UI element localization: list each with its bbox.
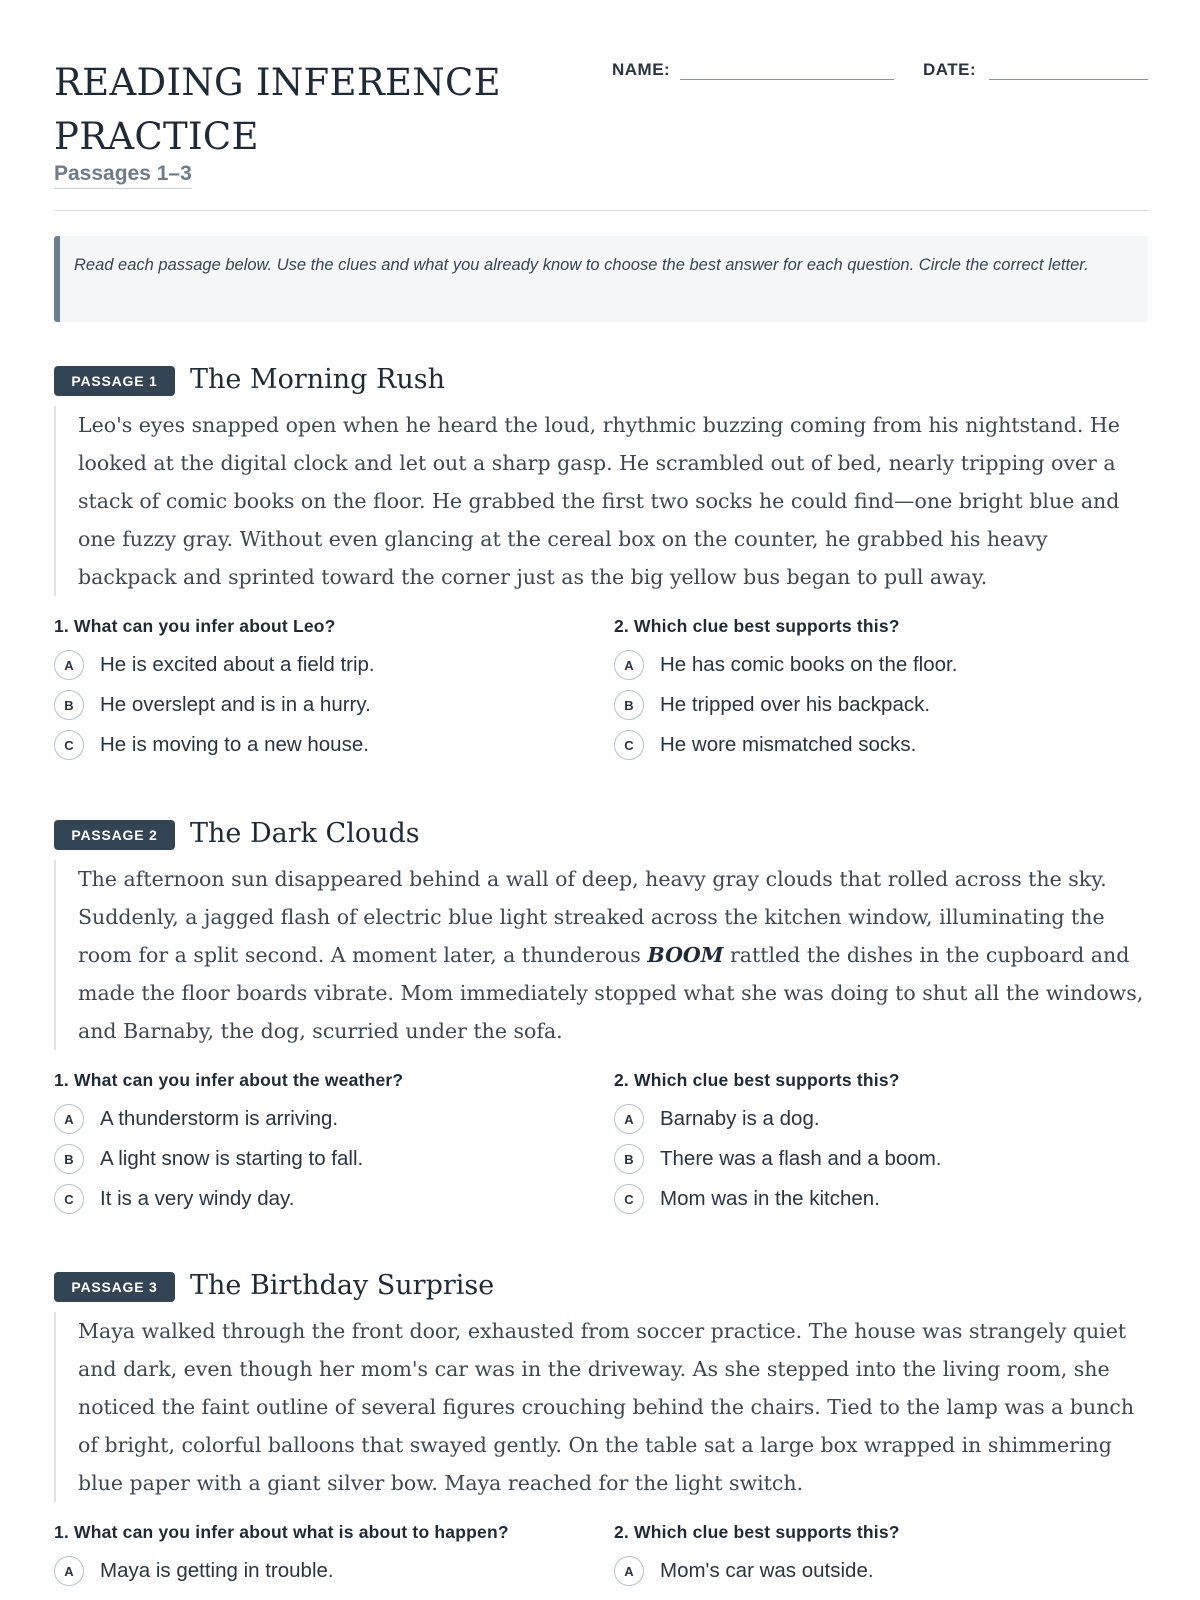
instructions-box: Read each passage below. Use the clues and what you already know to choose the best answer for each question. Circle the correct letter. bbox=[54, 236, 1148, 322]
option-letter[interactable]: B bbox=[54, 1144, 84, 1174]
option-letter[interactable]: A bbox=[54, 650, 84, 680]
question-label: 2. Which clue best supports this? bbox=[614, 1522, 900, 1542]
option-text: He is excited about a field trip. bbox=[100, 653, 375, 676]
option-text: Maya is getting in trouble. bbox=[100, 1559, 334, 1582]
passage-text-part: rattled the dishes in the cupboard and made the floor boards vibrate. Mom immediately stopped what she was doing to shut all the windows, and Barnaby, the dog, scurried under the sofa. bbox=[78, 943, 1144, 1043]
option-letter[interactable]: A bbox=[614, 1104, 644, 1134]
page-subtitle: Passages 1–3 bbox=[54, 162, 192, 189]
option-text: Mom's car was outside. bbox=[660, 1559, 874, 1582]
option-text: It is a very windy day. bbox=[100, 1187, 295, 1210]
question-label: 2. Which clue best supports this? bbox=[614, 1070, 900, 1090]
name-label: NAME: bbox=[612, 60, 671, 79]
answer-option[interactable] bbox=[54, 1104, 594, 1136]
option-letter[interactable]: B bbox=[614, 1144, 644, 1174]
passage-header bbox=[54, 366, 1148, 398]
name-line[interactable] bbox=[680, 79, 894, 80]
passage-badge: PASSAGE 3 bbox=[54, 1272, 175, 1302]
option-letter[interactable]: B bbox=[614, 690, 644, 720]
worksheet-header bbox=[54, 52, 1148, 211]
answer-option[interactable] bbox=[54, 650, 594, 682]
answer-option[interactable] bbox=[614, 1556, 1154, 1588]
option-letter[interactable]: A bbox=[614, 650, 644, 680]
option-text: He overslept and is in a hurry. bbox=[100, 693, 371, 716]
option-text: He has comic books on the floor. bbox=[660, 653, 958, 676]
answer-option[interactable] bbox=[614, 690, 1154, 722]
answer-option[interactable] bbox=[614, 730, 1154, 762]
date-label: DATE: bbox=[923, 60, 977, 79]
option-text: He tripped over his backpack. bbox=[660, 693, 931, 716]
passage-text: Leo's eyes snapped open when he heard the loud, rhythmic buzzing coming from his nightstand. He looked at the digital clock and let out a sharp gasp. He scrambled out of bed, nearly tripping over a stack of comic books on the floor. He grabbed the first two socks he could find—one bright blue and one fuzzy gray. Without even glancing at the cereal box on the counter, he grabbed his heavy backpack and sprinted toward the corner just as the big yellow bus began to pull away. bbox=[54, 406, 1148, 596]
answer-option[interactable] bbox=[614, 1184, 1154, 1216]
option-letter[interactable]: C bbox=[54, 730, 84, 760]
option-text: He is moving to a new house. bbox=[100, 733, 369, 756]
option-letter[interactable]: A bbox=[614, 1556, 644, 1586]
answer-option[interactable] bbox=[614, 1144, 1154, 1176]
option-letter[interactable]: B bbox=[54, 690, 84, 720]
passage-header bbox=[54, 820, 1148, 852]
option-letter[interactable]: C bbox=[614, 730, 644, 760]
answer-option[interactable] bbox=[614, 1104, 1154, 1136]
question-label: 1. What can you infer about Leo? bbox=[54, 616, 336, 636]
option-letter[interactable]: A bbox=[54, 1556, 84, 1586]
passage-header bbox=[54, 1272, 1148, 1304]
question-label: 1. What can you infer about the weather? bbox=[54, 1070, 404, 1090]
passage-badge: PASSAGE 1 bbox=[54, 366, 175, 396]
date-field[interactable] bbox=[923, 56, 1148, 84]
passage-badge: PASSAGE 2 bbox=[54, 820, 175, 850]
answer-option[interactable] bbox=[54, 1184, 594, 1216]
option-letter[interactable]: A bbox=[54, 1104, 84, 1134]
date-line[interactable] bbox=[989, 79, 1148, 80]
passage-title: The Morning Rush bbox=[190, 364, 446, 395]
answer-option[interactable] bbox=[614, 650, 1154, 682]
answer-option[interactable] bbox=[54, 1556, 594, 1588]
question-label: 2. Which clue best supports this? bbox=[614, 616, 900, 636]
option-letter[interactable]: C bbox=[54, 1184, 84, 1214]
page-title: READING INFERENCE PRACTICE bbox=[54, 61, 501, 158]
passage-text: Maya walked through the front door, exhausted from soccer practice. The house was strangely quiet and dark, even though her mom's car was in the driveway. As she stepped into the living room, she noticed the faint outline of several figures crouching behind the chairs. Tied to the lamp was a bunch of bright, colorful balloons that swayed gently. On the table sat a large box wrapped in shimmering blue paper with a giant silver bow. Maya reached for the light switch. bbox=[54, 1312, 1148, 1502]
passage-text bbox=[54, 860, 1148, 1050]
option-text: He wore mismatched socks. bbox=[660, 733, 917, 756]
passage-text-part: The afternoon sun disappeared behind a wall of deep, heavy gray clouds that rolled across the sky. Suddenly, a jagged flash of electric blue light streaked across the kitchen window, illuminating the room for a split second. A moment later, a thunderous bbox=[78, 867, 1107, 967]
option-letter[interactable]: C bbox=[614, 1184, 644, 1214]
answer-option[interactable] bbox=[54, 730, 594, 762]
option-text: Barnaby is a dog. bbox=[660, 1107, 820, 1130]
question-label: 1. What can you infer about what is about to happen? bbox=[54, 1522, 509, 1542]
option-text: Mom was in the kitchen. bbox=[660, 1187, 880, 1210]
passage-title: The Birthday Surprise bbox=[190, 1270, 495, 1301]
answer-option[interactable] bbox=[54, 1144, 594, 1176]
passage-emphasis: BOOM bbox=[647, 943, 724, 967]
option-text: A light snow is starting to fall. bbox=[100, 1147, 364, 1170]
option-text: A thunderstorm is arriving. bbox=[100, 1107, 339, 1130]
name-field[interactable] bbox=[612, 56, 952, 84]
answer-option[interactable] bbox=[54, 690, 594, 722]
passage-title: The Dark Clouds bbox=[190, 818, 420, 849]
option-text: There was a flash and a boom. bbox=[660, 1147, 942, 1170]
